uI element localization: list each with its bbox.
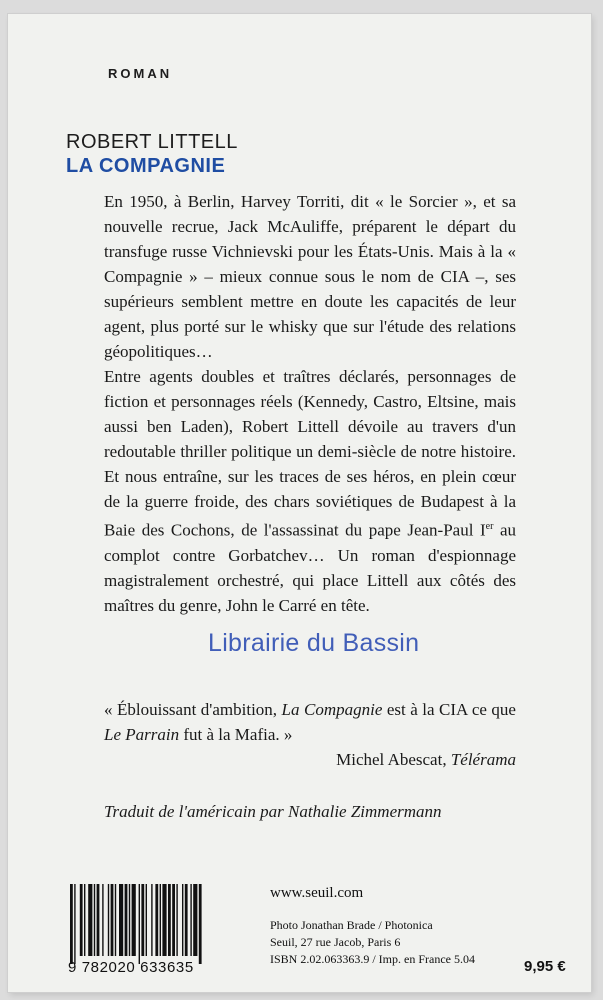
publisher-website: www.seuil.com [270, 885, 364, 901]
quote-text [104, 697, 516, 747]
quote-attribution [104, 747, 516, 772]
quote-close: fut à la Mafia. » [179, 725, 293, 744]
translator-credit: Traduit de l'américain par Nathalie Zimmermann [104, 802, 442, 821]
quote-title-2: Le Parrain [104, 725, 180, 744]
quote-middle: est à la CIA ce que [382, 700, 516, 719]
blurb-paragraph-1: En 1950, à Berlin, Harvey Torriti, dit « le Sorcier », et sa nouvelle recrue, Jack McAuliffe, préparent le départ du transfuge russe Vichnievski pour les États-Unis. Mais à la « Compagnie » – mieux connue sous le nom de CIA –, ses supérieurs semblent mettre en doute les capacités de leur agent, plus porté sur le whisky que sur l'étude des relations géopolitiques… [104, 192, 516, 361]
book-title: LA COMPAGNIE [66, 155, 226, 177]
watermark-text: Librairie du Bassin [208, 629, 420, 657]
barcode-number: 9 782020 633635 [68, 959, 194, 976]
blurb-paragraph-2 [104, 364, 516, 618]
quote-publication: Télérama [450, 750, 516, 769]
imprint-info [270, 917, 475, 968]
series-label: ROMAN [108, 66, 173, 81]
quote-critic: Michel Abescat, [336, 750, 451, 769]
press-quote [104, 697, 516, 772]
blurb-paragraph-2-part-b: au complot contre Gorbatchev… Un roman d'espionnage magistralement orchestré, qui place Littell aux côtés des maîtres du genre, John le Carré en tête. [104, 520, 516, 615]
blurb-paragraph-2-part-a: Entre agents doubles et traîtres déclarés, personnages de fiction et personnages réels (Kennedy, Castro, Eltsine, mais aussi ben Laden), Robert Littell dévoile au travers d'un redoutable thriller politique un demi-siècle de notre histoire. Et nous entraîne, sur les traces de ses héros, en plein cœur de la guerre froide, des chars soviétiques de Budapest à la Baie des Cochons, de l'assassinat du pape Jean-Paul I [104, 367, 516, 540]
isbn-line: ISBN 2.02.063363.9 / Imp. en France 5.04 [270, 952, 475, 966]
quote-title-1: La Compagnie [281, 700, 383, 719]
author-name: ROBERT LITTELL [66, 131, 238, 153]
photo-credit: Photo Jonathan Brade / Photonica [270, 918, 433, 932]
quote-open: « Éblouissant d'ambition, [104, 700, 282, 719]
blurb [104, 189, 516, 618]
book-back-cover [8, 14, 591, 992]
publisher-address: Seuil, 27 rue Jacob, Paris 6 [270, 935, 401, 949]
superscript-er: er [485, 521, 494, 532]
price: 9,95 € [524, 958, 566, 975]
